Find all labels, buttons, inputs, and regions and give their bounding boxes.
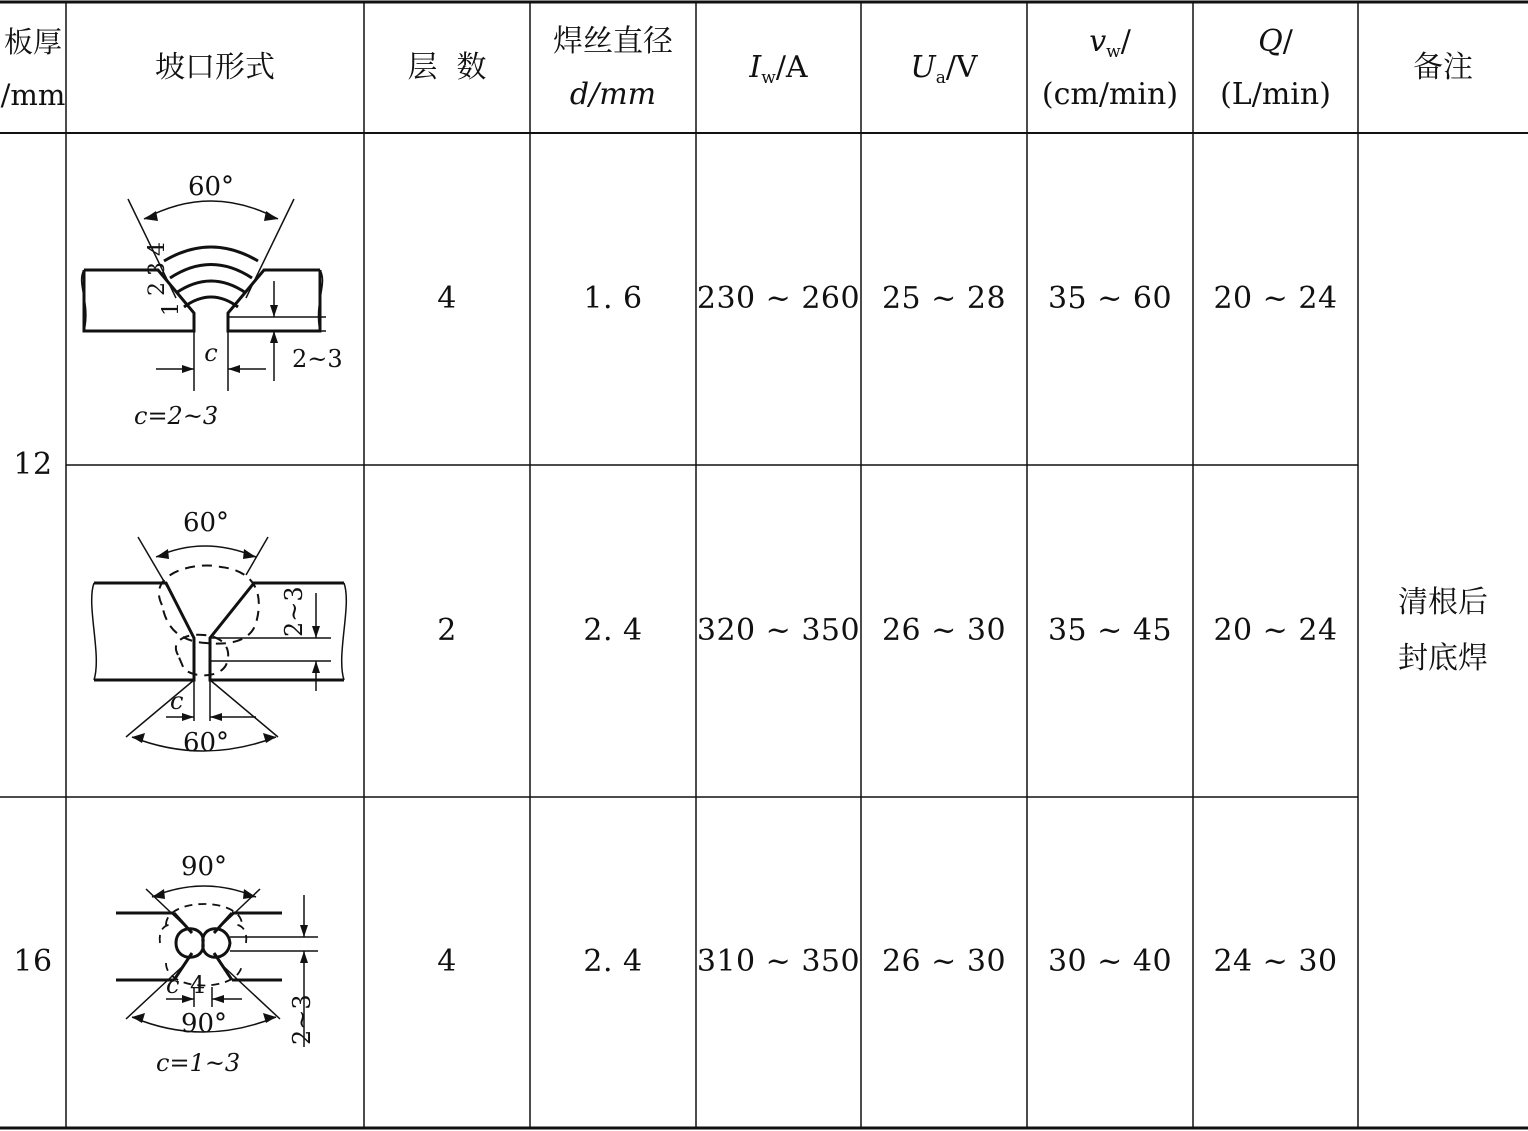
header-gas-flow [1193, 4, 1358, 133]
speed-value: 30 ~ 40 [1047, 944, 1173, 980]
current-value: 310 ~ 350 [696, 944, 861, 980]
header-layers [364, 4, 530, 133]
voltage-value: 25 ~ 28 [881, 280, 1007, 316]
weld-layer-4 [164, 247, 258, 261]
header-thickness-label: 板厚 [3, 25, 62, 60]
weld-layer-3 [170, 265, 252, 279]
table-row-2-speed [1027, 465, 1193, 797]
header-speed-unit: (cm/min) [1041, 76, 1179, 112]
table-row-1-current [696, 133, 861, 465]
table-row-3-flow [1193, 797, 1358, 1128]
header-welding-speed [1027, 4, 1193, 133]
table-row-2-current [696, 465, 861, 797]
table-row-1-voltage [861, 133, 1027, 465]
gap-symbol: c [170, 687, 184, 715]
wire-value: 1. 6 [583, 280, 643, 316]
table-row-3-speed [1027, 797, 1193, 1128]
table-row-1-speed [1027, 133, 1193, 465]
header-flow-slash: / [1282, 24, 1293, 59]
table-row-2-flow [1193, 465, 1358, 797]
remark-line-2: 封底焊 [1398, 640, 1488, 676]
layer-label-4: 4 [145, 242, 170, 256]
table-row-2-voltage [861, 465, 1027, 797]
header-current [696, 4, 861, 133]
table-row-1-layers [364, 133, 530, 465]
header-speed-subscript: w [1106, 42, 1121, 62]
weld-layer-1 [184, 297, 238, 307]
gap-symbol: c [204, 339, 218, 367]
table-row-1-wire [530, 133, 696, 465]
speed-value: 35 ~ 60 [1047, 280, 1173, 316]
weld-layer-2 [176, 281, 246, 293]
current-value: 230 ~ 260 [696, 280, 861, 316]
layers-value: 4 [437, 280, 457, 316]
top-angle-label: 60° [182, 508, 230, 538]
speed-value: 35 ~ 45 [1047, 612, 1173, 648]
gap-caption: c=2~3 [134, 402, 219, 430]
header-current-subscript: w [761, 68, 776, 89]
root-face-dimension: 2~3 [288, 994, 316, 1045]
plate-left [84, 270, 194, 331]
plate-right [210, 583, 344, 680]
voltage-value: 26 ~ 30 [881, 612, 1007, 648]
thickness-cell-16 [0, 797, 66, 1128]
header-voltage-symbol: U [910, 50, 936, 86]
header-voltage [861, 4, 1027, 133]
header-wire-unit: d/mm [569, 76, 657, 112]
remark-line-1: 清根后 [1398, 585, 1488, 620]
header-remark [1358, 4, 1528, 133]
thickness-cell-12 [0, 133, 66, 797]
header-flow-symbol: Q [1258, 24, 1283, 59]
table-row-3-wire [530, 797, 696, 1128]
header-groove-label: 坡口形式 [155, 50, 275, 86]
wire-value: 2. 4 [583, 612, 643, 648]
header-thickness [0, 4, 66, 133]
flow-value: 20 ~ 24 [1213, 612, 1338, 648]
table-row-3-current [696, 797, 861, 1128]
root-face-dimension: 2~3 [292, 345, 343, 373]
groove-diagram-double-v-90 [66, 797, 364, 1128]
remark-cell [1358, 133, 1528, 1128]
bottom-angle-label: 60° [182, 728, 230, 758]
groove-diagram-single-v [66, 133, 364, 465]
header-wire-diameter [530, 4, 696, 133]
layer-label-1: 1 [159, 302, 184, 316]
header-speed-slash: / [1120, 24, 1131, 59]
table-row-1-flow [1193, 133, 1358, 465]
angle-label: 60° [187, 172, 235, 202]
root-face-dimension: 2~3 [280, 586, 308, 637]
gap-symbol: c [166, 971, 180, 999]
header-voltage-unit: /V [945, 50, 978, 86]
wire-value: 2. 4 [583, 944, 643, 980]
layer-label-2: 2 [145, 282, 170, 296]
header-current-symbol: I [749, 50, 762, 86]
table-row-2-layers [364, 465, 530, 797]
header-layers-label: 层 数 [407, 50, 487, 86]
bottom-angle-label: 90° [180, 1009, 228, 1039]
table-row-3-voltage [861, 797, 1027, 1128]
gap-value: 4 [190, 971, 206, 999]
header-current-unit: /A [775, 50, 808, 86]
plate-left [94, 583, 194, 680]
thickness-value: 12 [13, 446, 53, 482]
layers-value: 2 [437, 612, 457, 648]
table-row-2-wire [530, 465, 696, 797]
header-voltage-subscript: a [935, 68, 946, 89]
groove-diagram-double-v [66, 465, 364, 797]
header-flow-unit: (L/min) [1220, 76, 1331, 112]
current-value: 320 ~ 350 [696, 612, 861, 648]
thickness-value: 16 [13, 944, 53, 980]
flow-value: 24 ~ 30 [1213, 944, 1338, 980]
voltage-value: 26 ~ 30 [881, 944, 1007, 980]
gap-caption: c=1~3 [156, 1049, 241, 1077]
layers-value: 4 [437, 944, 457, 980]
header-thickness-unit: /mm [0, 77, 66, 112]
header-wire-label: 焊丝直径 [553, 24, 673, 59]
flow-value: 20 ~ 24 [1213, 280, 1338, 316]
top-angle-label: 90° [180, 852, 228, 882]
header-groove-form [66, 4, 364, 133]
layer-label-3: 3 [145, 262, 170, 276]
table-row-3-layers [364, 797, 530, 1128]
header-remark-label: 备注 [1413, 50, 1473, 86]
header-speed-symbol: v [1089, 24, 1107, 59]
